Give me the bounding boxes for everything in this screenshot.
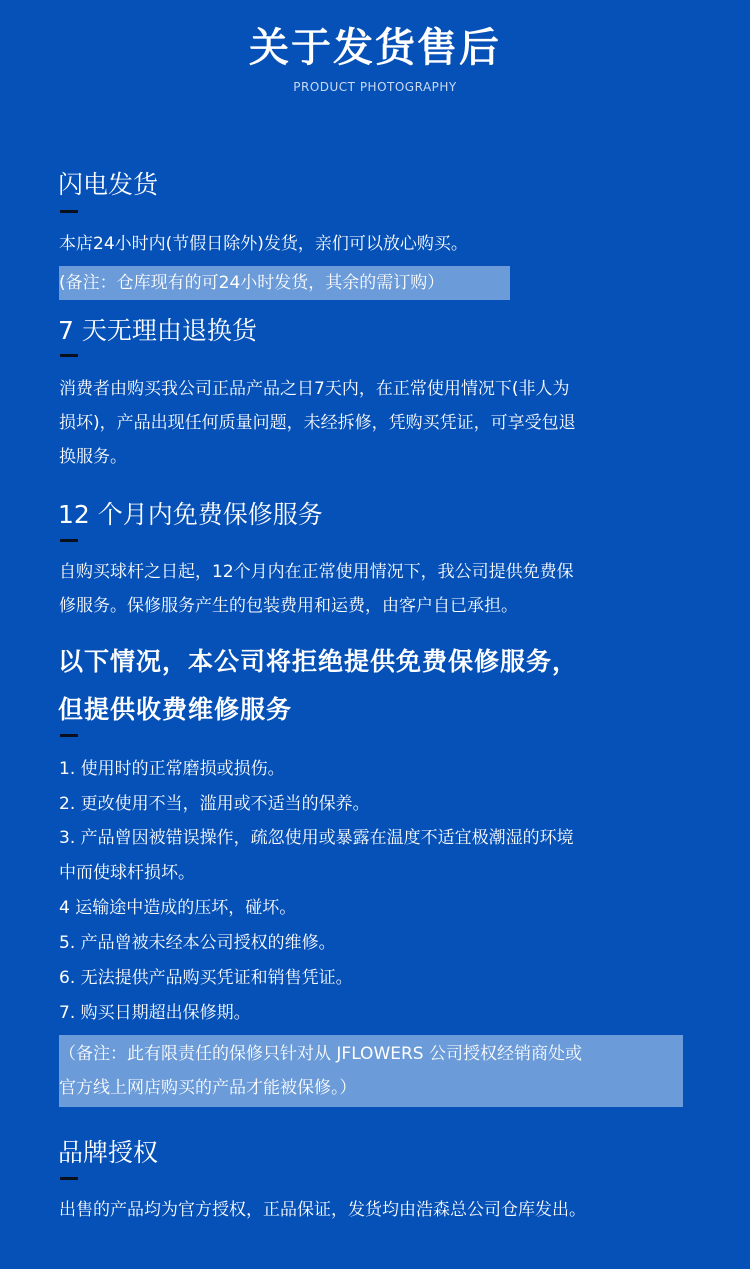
heading-underline <box>60 539 78 542</box>
return-policy-text: 消费者由购买我公司正品产品之日7天内，在正常使用情况下(非人为 损坏)，产品出现任何质量问题，未经拆修，凭购买凭证，可享受包退 换服务。 <box>59 379 576 467</box>
list-item: 6. 无法提供产品购买凭证和销售凭证。 <box>59 968 353 988</box>
list-item: 2. 更改使用不当，滥用或不适当的保养。 <box>59 794 370 814</box>
heading-underline <box>60 1177 78 1180</box>
section-heading-brand-authorization: 品牌授权 <box>58 1138 159 1167</box>
list-item: 3. 产品曾因被错误操作，疏忽使用或暴露在温度不适宜极潮湿的环境 <box>59 828 574 848</box>
flash-shipping-text: 本店24小时内(节假日除外)发货，亲们可以放心购买。 <box>59 234 468 254</box>
list-item: 1. 使用时的正常磨损或损伤。 <box>59 759 285 779</box>
heading-underline <box>60 734 78 737</box>
list-item: 中而使球杆损坏。 <box>59 863 195 883</box>
heading-underline <box>60 354 78 357</box>
heading-underline <box>60 210 78 213</box>
section-heading-warranty: 12 个月内免费保修服务 <box>58 500 323 529</box>
exclusions-note: （备注：此有限责任的保修只针对从 JFLOWERS 公司授权经销商处或 官方线上网店购买的产品才能被保修。） <box>59 1035 683 1107</box>
page-subtitle: PRODUCT PHOTOGRAPHY <box>293 80 457 94</box>
exclusions-heading-line-1: 以下情况，本公司将拒绝提供免费保修服务， <box>58 647 579 676</box>
list-item: 7. 购买日期超出保修期。 <box>59 1003 251 1023</box>
list-item: 4 运输途中造成的压坏，碰坏。 <box>59 898 297 918</box>
section-heading-return-policy: 7 天无理由退换货 <box>58 316 257 345</box>
page-title: 关于发货售后 <box>249 25 501 71</box>
list-item: 5. 产品曾被未经本公司授权的维修。 <box>59 933 336 953</box>
flash-shipping-note: (备注：仓库现有的可24小时发货，其余的需订购） <box>59 266 510 300</box>
exclusions-heading-line-2: 但提供收费维修服务 <box>58 695 293 724</box>
warranty-text: 自购买球杆之日起，12个月内在正常使用情况下，我公司提供免费保 修服务。保修服务产生的包装费用和运费，由客户自已承担。 <box>59 562 574 616</box>
section-heading-flash-shipping: 闪电发货 <box>58 170 159 199</box>
brand-authorization-text: 出售的产品均为官方授权，正品保证，发货均由浩森总公司仓库发出。 <box>59 1200 586 1220</box>
